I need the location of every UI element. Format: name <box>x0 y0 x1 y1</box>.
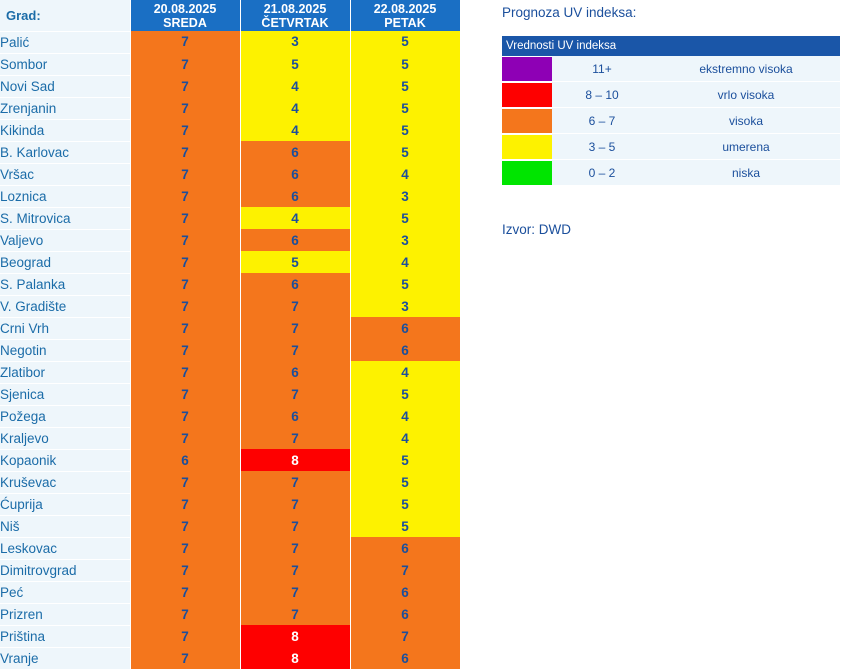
uv-value-cell: 4 <box>350 405 460 427</box>
table-row <box>0 427 460 449</box>
city-cell: Peć <box>0 581 130 603</box>
uv-value-cell: 7 <box>130 471 240 493</box>
city-cell: Ćuprija <box>0 493 130 515</box>
city-cell: Crni Vrh <box>0 317 130 339</box>
uv-value-cell: 7 <box>350 559 460 581</box>
city-cell: Kruševac <box>0 471 130 493</box>
uv-value-cell: 4 <box>240 207 350 229</box>
uv-value-cell: 7 <box>240 471 350 493</box>
city-cell: Loznica <box>0 185 130 207</box>
uv-value-cell: 6 <box>350 339 460 361</box>
uv-value-cell: 6 <box>350 603 460 625</box>
city-cell: Sjenica <box>0 383 130 405</box>
uv-value-cell: 7 <box>130 317 240 339</box>
table-row <box>0 493 460 515</box>
uv-value-cell: 3 <box>240 31 350 53</box>
uv-value-cell: 3 <box>350 229 460 251</box>
uv-value-cell: 7 <box>130 361 240 383</box>
legend-color-swatch <box>502 57 552 81</box>
city-cell: Palić <box>0 31 130 53</box>
uv-value-cell: 7 <box>130 31 240 53</box>
uv-value-cell: 7 <box>130 515 240 537</box>
uv-value-cell: 7 <box>130 603 240 625</box>
table-row <box>0 119 460 141</box>
legend-table <box>502 36 840 186</box>
header-city: Grad: <box>0 0 130 31</box>
table-row <box>0 273 460 295</box>
uv-value-cell: 7 <box>130 273 240 295</box>
uv-value-cell: 5 <box>350 273 460 295</box>
uv-value-cell: 5 <box>350 383 460 405</box>
city-cell: B. Karlovac <box>0 141 130 163</box>
header-day-2 <box>240 0 350 31</box>
legend-row <box>502 82 840 108</box>
legend-range-cell: 8 – 10 <box>552 82 652 108</box>
uv-value-cell: 5 <box>350 119 460 141</box>
legend-description-cell: niska <box>652 160 840 186</box>
city-cell: Prizren <box>0 603 130 625</box>
legend-title: Prognoza UV indeksa: <box>502 5 637 20</box>
uv-value-cell: 8 <box>240 647 350 669</box>
header-day-2-date: 21.08.2025 <box>263 1 327 16</box>
uv-value-cell: 7 <box>130 581 240 603</box>
uv-value-cell: 7 <box>130 251 240 273</box>
uv-value-cell: 7 <box>130 647 240 669</box>
uv-value-cell: 6 <box>240 405 350 427</box>
uv-value-cell: 5 <box>350 53 460 75</box>
uv-value-cell: 7 <box>240 427 350 449</box>
city-cell: Vršac <box>0 163 130 185</box>
legend-range-cell: 0 – 2 <box>552 160 652 186</box>
uv-value-cell: 6 <box>130 449 240 471</box>
legend-range-cell: 11+ <box>552 56 652 82</box>
legend-source: Izvor: DWD <box>502 222 571 237</box>
legend-row <box>502 160 840 186</box>
legend-panel <box>502 0 842 237</box>
table-row <box>0 603 460 625</box>
uv-value-cell: 7 <box>350 625 460 647</box>
uv-value-cell: 7 <box>130 207 240 229</box>
table-row <box>0 471 460 493</box>
uv-value-cell: 6 <box>240 185 350 207</box>
uv-value-cell: 7 <box>240 537 350 559</box>
uv-value-cell: 4 <box>240 75 350 97</box>
uv-value-cell: 4 <box>240 119 350 141</box>
uv-value-cell: 7 <box>130 383 240 405</box>
uv-value-cell: 5 <box>350 75 460 97</box>
legend-description-cell: umerena <box>652 134 840 160</box>
uv-value-cell: 7 <box>240 603 350 625</box>
city-cell: Kikinda <box>0 119 130 141</box>
city-cell: Požega <box>0 405 130 427</box>
uv-value-cell: 7 <box>240 339 350 361</box>
city-cell: Novi Sad <box>0 75 130 97</box>
uv-value-cell: 8 <box>240 625 350 647</box>
uv-value-cell: 4 <box>350 163 460 185</box>
table-body <box>0 31 460 669</box>
uv-value-cell: 6 <box>350 537 460 559</box>
table-header-row <box>0 0 460 31</box>
uv-value-cell: 7 <box>240 317 350 339</box>
city-cell: Priština <box>0 625 130 647</box>
legend-color-swatch <box>502 83 552 107</box>
table-row <box>0 559 460 581</box>
table-row <box>0 163 460 185</box>
header-day-3-date: 22.08.2025 <box>373 1 437 16</box>
uv-value-cell: 7 <box>130 53 240 75</box>
uv-value-cell: 6 <box>240 163 350 185</box>
uv-value-cell: 7 <box>130 493 240 515</box>
legend-color-swatch <box>502 161 552 185</box>
legend-row <box>502 56 840 82</box>
uv-value-cell: 5 <box>350 31 460 53</box>
table-row <box>0 317 460 339</box>
uv-value-cell: 7 <box>240 493 350 515</box>
legend-swatch-cell <box>502 160 552 186</box>
city-cell: S. Palanka <box>0 273 130 295</box>
table-row <box>0 625 460 647</box>
table-row <box>0 53 460 75</box>
city-cell: Valjevo <box>0 229 130 251</box>
table-row <box>0 383 460 405</box>
uv-value-cell: 7 <box>130 141 240 163</box>
city-cell: Vranje <box>0 647 130 669</box>
legend-range-cell: 6 – 7 <box>552 108 652 134</box>
legend-swatch-cell <box>502 56 552 82</box>
uv-value-cell: 7 <box>240 295 350 317</box>
table-row <box>0 295 460 317</box>
uv-value-cell: 6 <box>350 581 460 603</box>
uv-value-cell: 5 <box>350 97 460 119</box>
uv-value-cell: 6 <box>240 361 350 383</box>
city-cell: Zlatibor <box>0 361 130 383</box>
uv-value-cell: 5 <box>240 53 350 75</box>
uv-value-cell: 6 <box>350 317 460 339</box>
uv-value-cell: 7 <box>240 581 350 603</box>
city-cell: S. Mitrovica <box>0 207 130 229</box>
uv-value-cell: 5 <box>350 449 460 471</box>
legend-color-swatch <box>502 135 552 159</box>
uv-value-cell: 7 <box>240 383 350 405</box>
legend-swatch-cell <box>502 82 552 108</box>
legend-header: Vrednosti UV indeksa <box>502 36 840 56</box>
table-row <box>0 515 460 537</box>
table-row <box>0 185 460 207</box>
table-row <box>0 97 460 119</box>
uv-value-cell: 4 <box>350 361 460 383</box>
uv-value-cell: 7 <box>130 625 240 647</box>
uv-value-cell: 6 <box>240 229 350 251</box>
uv-value-cell: 7 <box>130 75 240 97</box>
uv-value-cell: 5 <box>350 141 460 163</box>
uv-value-cell: 5 <box>240 251 350 273</box>
city-cell: Kraljevo <box>0 427 130 449</box>
city-cell: Beograd <box>0 251 130 273</box>
city-cell: Negotin <box>0 339 130 361</box>
uv-value-cell: 6 <box>240 141 350 163</box>
city-cell: Kopaonik <box>0 449 130 471</box>
table-row <box>0 75 460 97</box>
uv-value-cell: 7 <box>130 559 240 581</box>
city-cell: Niš <box>0 515 130 537</box>
table-row <box>0 537 460 559</box>
city-cell: V. Gradište <box>0 295 130 317</box>
uv-value-cell: 4 <box>350 251 460 273</box>
uv-value-cell: 4 <box>240 97 350 119</box>
header-day-1-name: SREDA <box>163 15 207 30</box>
legend-swatch-cell <box>502 134 552 160</box>
uv-value-cell: 7 <box>240 515 350 537</box>
uv-value-cell: 3 <box>350 295 460 317</box>
header-day-2-name: ČETVRTAK <box>261 15 329 30</box>
legend-description-cell: visoka <box>652 108 840 134</box>
table-row <box>0 251 460 273</box>
legend-swatch-cell <box>502 108 552 134</box>
uv-value-cell: 7 <box>130 229 240 251</box>
legend-description-cell: vrlo visoka <box>652 82 840 108</box>
table-row <box>0 581 460 603</box>
legend-body <box>502 56 840 186</box>
city-cell: Leskovac <box>0 537 130 559</box>
uv-value-cell: 7 <box>130 97 240 119</box>
table-row <box>0 207 460 229</box>
legend-row <box>502 108 840 134</box>
uv-value-cell: 4 <box>350 427 460 449</box>
uv-value-cell: 6 <box>350 647 460 669</box>
table-row <box>0 339 460 361</box>
uv-value-cell: 8 <box>240 449 350 471</box>
uv-value-cell: 3 <box>350 185 460 207</box>
uv-value-cell: 7 <box>130 537 240 559</box>
uv-value-cell: 7 <box>240 559 350 581</box>
uv-value-cell: 7 <box>130 427 240 449</box>
header-day-3 <box>350 0 460 31</box>
uv-value-cell: 7 <box>130 163 240 185</box>
header-day-1 <box>130 0 240 31</box>
city-cell: Sombor <box>0 53 130 75</box>
uv-value-cell: 7 <box>130 185 240 207</box>
table-row <box>0 405 460 427</box>
table-row <box>0 141 460 163</box>
legend-range-cell: 3 – 5 <box>552 134 652 160</box>
legend-row <box>502 134 840 160</box>
uv-value-cell: 5 <box>350 493 460 515</box>
table-row <box>0 361 460 383</box>
header-day-1-date: 20.08.2025 <box>153 1 217 16</box>
table-row <box>0 31 460 53</box>
uv-value-cell: 6 <box>240 273 350 295</box>
city-cell: Zrenjanin <box>0 97 130 119</box>
uv-value-cell: 5 <box>350 515 460 537</box>
uv-value-cell: 7 <box>130 119 240 141</box>
uv-value-cell: 7 <box>130 339 240 361</box>
legend-color-swatch <box>502 109 552 133</box>
city-cell: Dimitrovgrad <box>0 559 130 581</box>
table-row <box>0 449 460 471</box>
table-row <box>0 647 460 669</box>
uv-value-cell: 5 <box>350 207 460 229</box>
uv-value-cell: 5 <box>350 471 460 493</box>
uv-value-cell: 7 <box>130 405 240 427</box>
uv-value-cell: 7 <box>130 295 240 317</box>
header-day-3-name: PETAK <box>384 15 426 30</box>
table-row <box>0 229 460 251</box>
legend-description-cell: ekstremno visoka <box>652 56 840 82</box>
